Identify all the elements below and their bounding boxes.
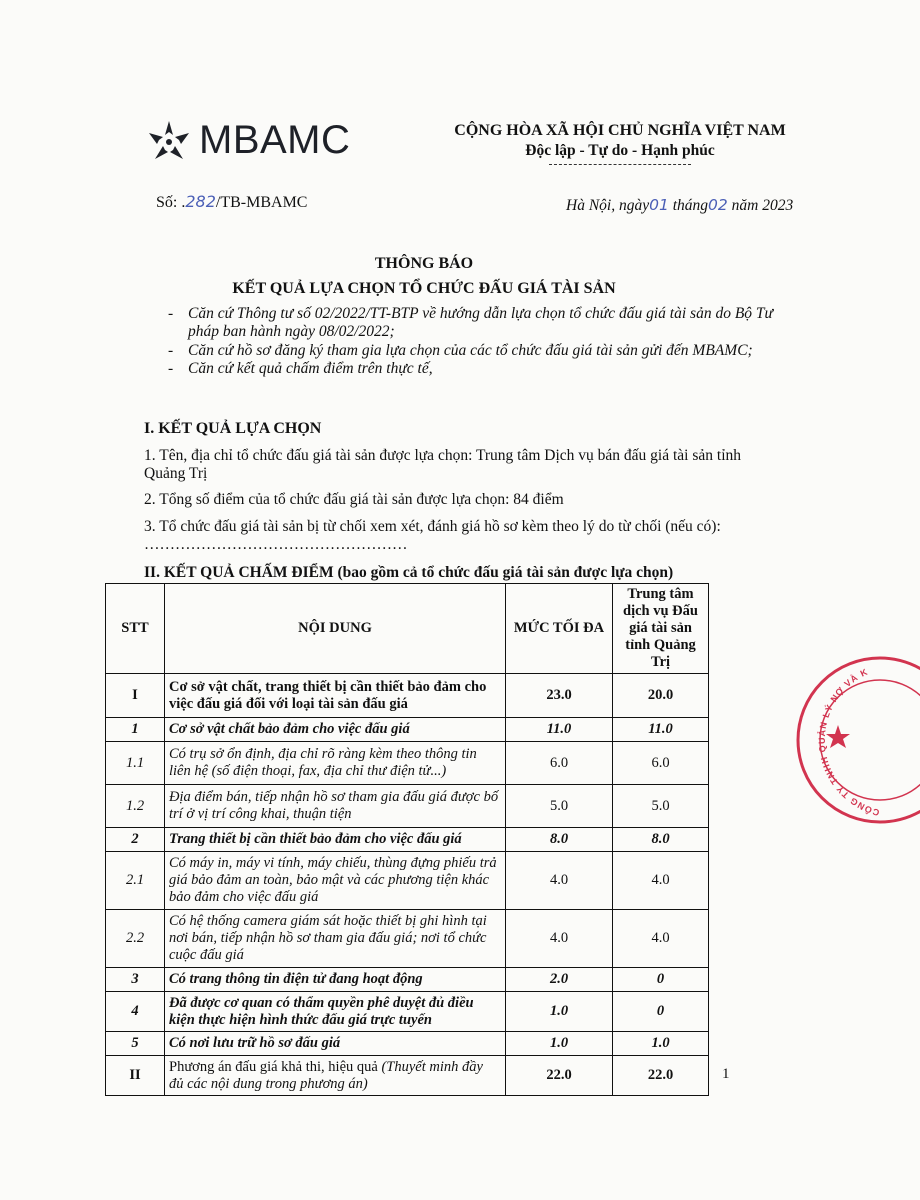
handwritten-number: 282 bbox=[185, 192, 216, 211]
table-row: I Cơ sở vật chất, trang thiết bị cần thiết bảo đảm cho việc đấu giá đối với loại tài sản đấu giá 23.0 20.0 bbox=[106, 674, 709, 718]
result-paragraph-2: 2. Tổng số điểm của tổ chức đấu giá tài sản được lựa chọn: 84 điểm bbox=[144, 491, 564, 508]
logo-text: MBAMC bbox=[199, 118, 351, 162]
header-org: Trung tâm dịch vụ Đấu giá tài sản tỉnh Quảng Trị bbox=[613, 584, 709, 674]
section1-heading: I. KẾT QUẢ LỰA CHỌN bbox=[144, 420, 322, 437]
table-row: 1.1 Có trụ sở ổn định, địa chỉ rõ ràng kèm theo thông tin liên hệ (số điện thoại, fax, địa chỉ thư điện tử...) 6.0 6.0 bbox=[106, 742, 709, 785]
legal-bases bbox=[168, 305, 780, 379]
mbamc-star-icon bbox=[145, 119, 193, 163]
place-date: Hà Nội, ngày01 tháng02 năm 2023 bbox=[566, 196, 794, 214]
table-row: 1 Cơ sở vật chất bảo đảm cho việc đấu giá 11.0 11.0 bbox=[106, 718, 709, 742]
table-row: 2.1 Có máy in, máy vi tính, máy chiếu, thùng đựng phiếu trả giá bảo đảm an toàn, bảo mật và các phương tiện khác bảo đảm cho việc đấu giá 4.0 4.0 bbox=[106, 852, 709, 910]
section2-heading: II. KẾT QUẢ CHẤM ĐIỂM (bao gồm cả tổ chức đấu giá tài sản được lựa chọn) bbox=[144, 564, 674, 581]
doc-subtitle: KẾT QUẢ LỰA CHỌN TỔ CHỨC ĐẤU GIÁ TÀI SẢN bbox=[232, 280, 616, 297]
table-row: 3 Có trang thông tin điện tử đang hoạt động 2.0 0 bbox=[106, 968, 709, 992]
table-row: 5 Có nơi lưu trữ hồ sơ đấu giá 1.0 1.0 bbox=[106, 1032, 709, 1056]
document-number: Số: .282/TB-MBAMC bbox=[156, 192, 308, 211]
company-seal bbox=[790, 655, 920, 825]
table-row: 2 Trang thiết bị cần thiết bảo đảm cho việc đấu giá 8.0 8.0 bbox=[106, 828, 709, 852]
header-max: MỨC TỐI ĐA bbox=[506, 584, 613, 674]
nation-line1: CỘNG HÒA XÃ HỘI CHỦ NGHĨA VIỆT NAM bbox=[454, 122, 786, 139]
table-header-row bbox=[106, 584, 709, 674]
score-table bbox=[105, 583, 709, 1096]
table-row: 4 Đã được cơ quan có thẩm quyền phê duyệt đủ điều kiện thực hiện hình thức đấu giá trực tuyến 1.0 0 bbox=[106, 992, 709, 1032]
basis-item: - Căn cứ kết quả chấm điểm trên thực tế, bbox=[168, 360, 433, 378]
handwritten-month: 02 bbox=[708, 196, 728, 214]
heading-divider bbox=[549, 164, 691, 165]
basis-item: - Căn cứ hồ sơ đăng ký tham gia lựa chọn của các tổ chức đấu giá tài sản gửi đến MBAMC; bbox=[168, 341, 753, 359]
svg-text:CÔNG TY TNHH QUẢN LÝ NỢ VÀ K: CÔNG TY TNHH QUẢN LÝ NỢ VÀ K bbox=[816, 666, 881, 818]
table-row: II Phương án đấu giá khả thi, hiệu quả (Thuyết minh đầy đủ các nội dung trong phương án) 22.0 22.0 bbox=[106, 1056, 709, 1096]
nation-line2: Độc lập - Tự do - Hạnh phúc bbox=[525, 142, 715, 159]
basis-item: - Căn cứ Thông tư số 02/2022/TT-BTP về hướng dẫn lựa chọn tổ chức đấu giá tài sản do Bộ Tư pháp ban hành ngày 08/02/2022; bbox=[168, 305, 773, 341]
table-row: 2.2 Có hệ thống camera giám sát hoặc thiết bị ghi hình tại nơi bán, tiếp nhận hồ sơ tham gia đấu giá; nơi tổ chức cuộc đấu giá 4.0 4.0 bbox=[106, 910, 709, 968]
header-stt: STT bbox=[106, 584, 165, 674]
page-number: 1 bbox=[722, 1066, 730, 1082]
result-paragraph-1: 1. Tên, địa chỉ tổ chức đấu giá tài sản được lựa chọn: Trung tâm Dịch vụ bán đấu giá tài sản tỉnh Quảng Trị bbox=[144, 447, 742, 483]
company-logo bbox=[145, 118, 350, 163]
national-heading bbox=[420, 122, 820, 165]
header-content: NỘI DUNG bbox=[165, 584, 506, 674]
doc-title: THÔNG BÁO bbox=[374, 255, 474, 272]
result-paragraph-3: 3. Tổ chức đấu giá tài sản bị từ chối xem xét, đánh giá hồ sơ kèm theo lý do từ chối (nếu có): …………………………………………… bbox=[144, 518, 721, 554]
table-row: 1.2 Địa điểm bán, tiếp nhận hồ sơ tham gia đấu giá được bố trí ở vị trí công khai, thuận tiện 5.0 5.0 bbox=[106, 785, 709, 828]
handwritten-day: 01 bbox=[649, 196, 669, 214]
